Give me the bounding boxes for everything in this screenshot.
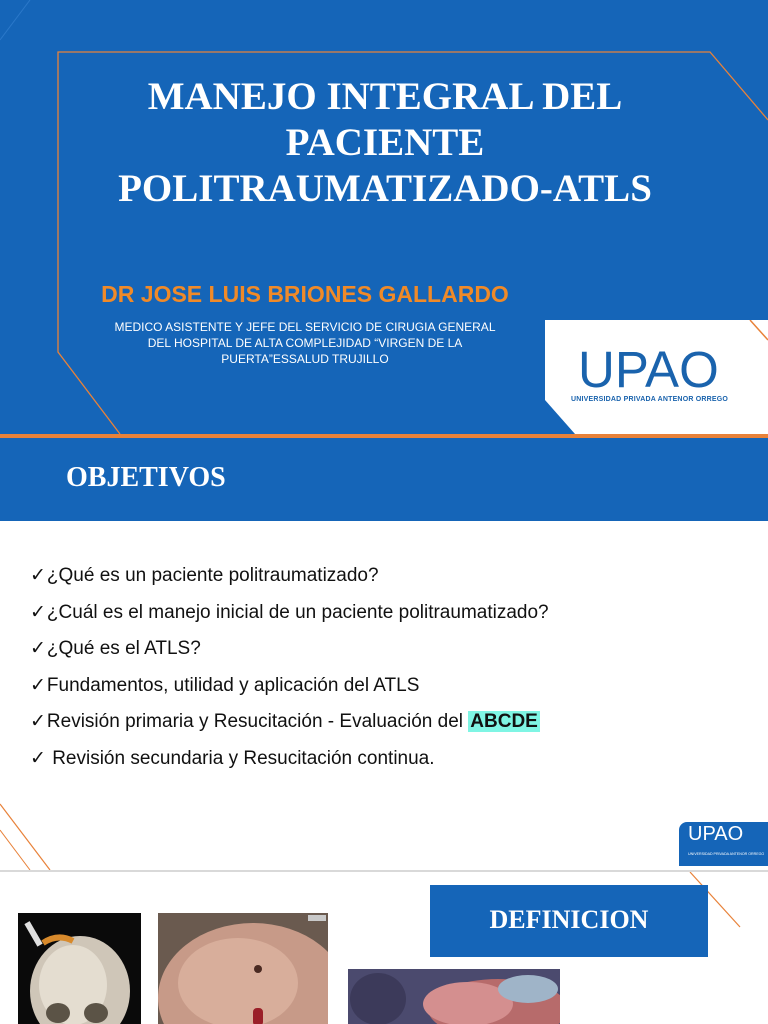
- objectives-slide: [0, 438, 768, 870]
- check-icon: ✓: [30, 711, 46, 732]
- objectives-list: [30, 564, 549, 783]
- list-item: ✓Revisión primaria y Resucitación - Evaluación del ABCDE: [30, 711, 538, 732]
- check-icon: ✓: [30, 638, 46, 659]
- objectives-heading: OBJETIVOS: [66, 462, 226, 493]
- check-icon: ✓: [30, 747, 46, 769]
- upao-small-logo: UPAO: [688, 823, 744, 845]
- list-item: ✓ Revisión secundaria y Resucitación continua.: [30, 747, 435, 769]
- check-icon: ✓: [30, 565, 46, 586]
- definition-heading: DEFINICION: [489, 905, 649, 934]
- author-name: DR JOSE LUIS BRIONES GALLARDO: [101, 281, 509, 307]
- abdomen-image: [158, 913, 328, 1024]
- list-item: ✓Fundamentos, utilidad y aplicación del ATLS: [30, 674, 420, 696]
- abcde-highlight: ABCDE: [470, 711, 538, 732]
- list-item: ✓¿Qué es un paciente politraumatizado?: [30, 565, 379, 586]
- list-item: ✓¿Qué es el ATLS?: [30, 638, 201, 659]
- list-item: ✓¿Cuál es el manejo inicial de un paciente politraumatizado?: [30, 601, 549, 623]
- upao-small-logo-subtitle: UNIVERSIDAD PRIVADA ANTENOR ORREGO: [688, 852, 765, 856]
- affiliation-line-3: PUERTA”ESSALUD TRUJILLO: [221, 352, 389, 366]
- definition-header-box: [430, 885, 708, 957]
- check-icon: ✓: [30, 674, 46, 696]
- definition-slide: [0, 872, 768, 1024]
- surgery-image: [348, 969, 560, 1024]
- affiliation-line-1: MEDICO ASISTENTE Y JEFE DEL SERVICIO DE CIRUGIA GENERAL: [114, 320, 496, 334]
- presentation-title: [60, 74, 710, 212]
- title-line-2: PACIENTE: [285, 121, 485, 164]
- ct-skull-image: [18, 913, 141, 1024]
- title-slide: [0, 0, 768, 434]
- author-affiliation: [70, 319, 540, 367]
- title-line-3: POLITRAUMATIZADO-ATLS: [118, 167, 652, 210]
- title-line-1: MANEJO INTEGRAL DEL: [147, 75, 623, 118]
- affiliation-line-2: DEL HOSPITAL DE ALTA COMPLEJIDAD “VIRGEN DE LA: [147, 336, 463, 350]
- check-icon: ✓: [30, 601, 46, 623]
- upao-logo-subtitle: UNIVERSIDAD PRIVADA ANTENOR ORREGO: [571, 396, 729, 403]
- upao-logo: UPAO: [578, 341, 719, 398]
